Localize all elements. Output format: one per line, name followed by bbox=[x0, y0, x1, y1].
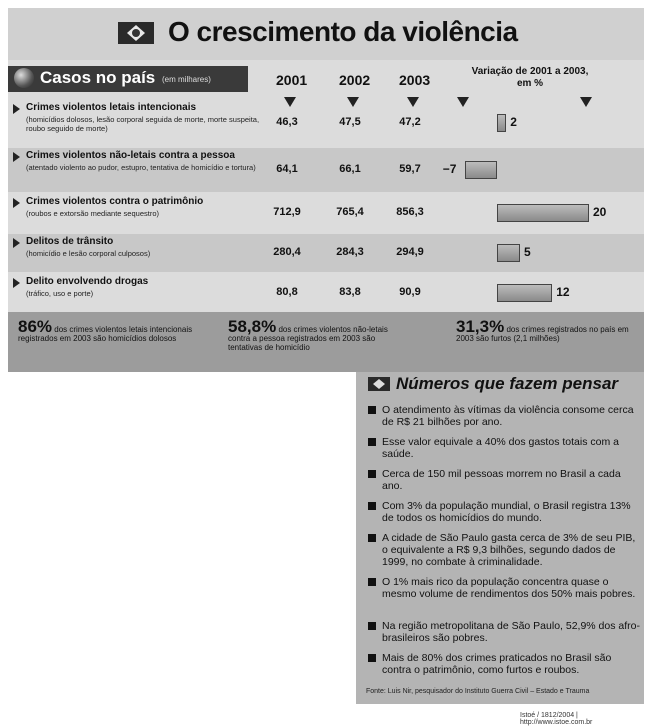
credit-note: Istoé / 1812/2004 | http://www.istoe.com.br bbox=[520, 712, 593, 726]
cell-value: 64,1 bbox=[276, 163, 298, 175]
bullet-icon bbox=[368, 470, 376, 478]
fact-item: Esse valor equivale a 40% dos gastos totais com a saúde. bbox=[382, 436, 619, 460]
cell-value: 90,9 bbox=[399, 286, 421, 298]
bullet-icon bbox=[368, 406, 376, 414]
row-category: Crimes violentos letais intencionais bbox=[26, 102, 197, 113]
row-arrow-icon bbox=[13, 198, 20, 208]
table-header-unit: (em milhares) bbox=[162, 75, 211, 84]
row-detail: (atentado violento ao pudor, estupro, tentativa de homicídio e tortura) bbox=[26, 163, 256, 172]
facts-title: Números que fazem pensar bbox=[396, 374, 619, 393]
table-header-label: Casos no país bbox=[40, 68, 156, 87]
row-category: Crimes violentos não-letais contra a pessoa bbox=[26, 150, 235, 161]
cell-value: 59,7 bbox=[399, 163, 421, 175]
brazil-flag-icon bbox=[118, 22, 154, 44]
bullet-icon bbox=[368, 654, 376, 662]
row-detail: (tráfico, uso e porte) bbox=[26, 289, 94, 298]
globe-icon bbox=[14, 68, 34, 88]
row-detail: (homicídios dolosos, lesão corporal seguida de morte, morte suspeita, roubo seguido de morte) bbox=[26, 115, 260, 133]
fact-item: Com 3% da população mundial, o Brasil registra 13% de todos os homicídios do mundo. bbox=[382, 500, 631, 524]
bullet-icon bbox=[368, 578, 376, 586]
year-2003: 2003 bbox=[399, 72, 431, 88]
bullet-icon bbox=[368, 438, 376, 446]
stat-1 bbox=[18, 317, 198, 343]
page-title: O crescimento da violência bbox=[168, 16, 518, 47]
cell-value: 765,4 bbox=[336, 206, 364, 218]
variation-label: 5 bbox=[524, 245, 531, 259]
cell-value: 47,2 bbox=[399, 116, 421, 128]
fact-item: O 1% mais rico da população concentra quase o mesmo volume de rendimentos dos 50% mais pobres. bbox=[382, 576, 636, 600]
variation-bar bbox=[497, 284, 552, 302]
cell-value: 294,9 bbox=[396, 246, 424, 258]
bullet-icon bbox=[368, 622, 376, 630]
stat-1-text: dos crimes violentos letais intencionais registrados em 2003 são homicídios dolosos bbox=[18, 325, 193, 343]
stat-3-value: 31,3% bbox=[456, 317, 505, 336]
stat-2-text: dos crimes violentos não-letais contra a pessoa registrados em 2003 são tentativas de homicídio bbox=[228, 325, 388, 352]
row-arrow-icon bbox=[13, 152, 20, 162]
row-category: Crimes violentos contra o patrimônio bbox=[26, 196, 204, 207]
stat-3-text: dos crimes registrados no país em 2003 são furtos (2,1 milhões) bbox=[456, 325, 629, 343]
cell-value: 83,8 bbox=[339, 286, 361, 298]
cell-value: 712,9 bbox=[273, 206, 301, 218]
stat-2-value: 58,8% bbox=[228, 317, 277, 336]
year-2001: 2001 bbox=[276, 72, 308, 88]
row-category: Delito envolvendo drogas bbox=[26, 276, 149, 287]
variation-bar bbox=[497, 244, 520, 262]
fact-item: Mais de 80% dos crimes praticados no Brasil são contra o patrimônio, como furtos e roubos. bbox=[382, 652, 612, 676]
cell-value: 856,3 bbox=[396, 206, 424, 218]
row-category: Delitos de trânsito bbox=[26, 236, 114, 247]
row-arrow-icon bbox=[13, 104, 20, 114]
fact-item: Na região metropolitana de São Paulo, 52,9% dos afro-brasileiros são pobres. bbox=[382, 620, 640, 644]
cell-value: 284,3 bbox=[336, 246, 364, 258]
variation-bar bbox=[497, 204, 589, 222]
row-arrow-icon bbox=[13, 238, 20, 248]
variation-label: 2 bbox=[510, 115, 517, 129]
variation-header: Variação de 2001 a 2003, em % bbox=[471, 66, 589, 89]
source-note: Fonte: Luis Nir, pesquisador do Instituto Guerra Civil – Estado e Trauma bbox=[366, 688, 590, 695]
variation-bar bbox=[465, 161, 497, 179]
year-2002: 2002 bbox=[339, 72, 371, 88]
cell-value: 66,1 bbox=[339, 163, 361, 175]
stat-1-value: 86% bbox=[18, 317, 53, 336]
cell-value: 47,5 bbox=[339, 116, 361, 128]
row-detail: (homicídio e lesão corporal culposos) bbox=[26, 249, 151, 258]
cell-value: 46,3 bbox=[276, 116, 298, 128]
row-arrow-icon bbox=[13, 278, 20, 288]
variation-label: −7 bbox=[442, 162, 457, 176]
fact-item: Cerca de 150 mil pessoas morrem no Brasil a cada ano. bbox=[382, 468, 621, 492]
fact-item: A cidade de São Paulo gasta cerca de 3% de seu PIB, o equivalente a R$ 9,3 bilhões, segundo dados de 1999, no combate à criminalidade. bbox=[382, 532, 636, 568]
cell-value: 80,8 bbox=[276, 286, 298, 298]
bullet-icon bbox=[368, 502, 376, 510]
variation-label: 20 bbox=[593, 205, 607, 219]
stat-3 bbox=[456, 317, 636, 343]
brazil-flag-small-icon bbox=[368, 377, 390, 391]
cell-value: 280,4 bbox=[273, 246, 301, 258]
row-detail: (roubos e extorsão mediante sequestro) bbox=[26, 209, 159, 218]
bullet-icon bbox=[368, 534, 376, 542]
stat-2 bbox=[228, 317, 408, 352]
fact-item: O atendimento às vítimas da violência consome cerca de R$ 21 bilhões por ano. bbox=[382, 404, 634, 428]
variation-label: 12 bbox=[556, 285, 570, 299]
variation-bar bbox=[497, 114, 506, 132]
